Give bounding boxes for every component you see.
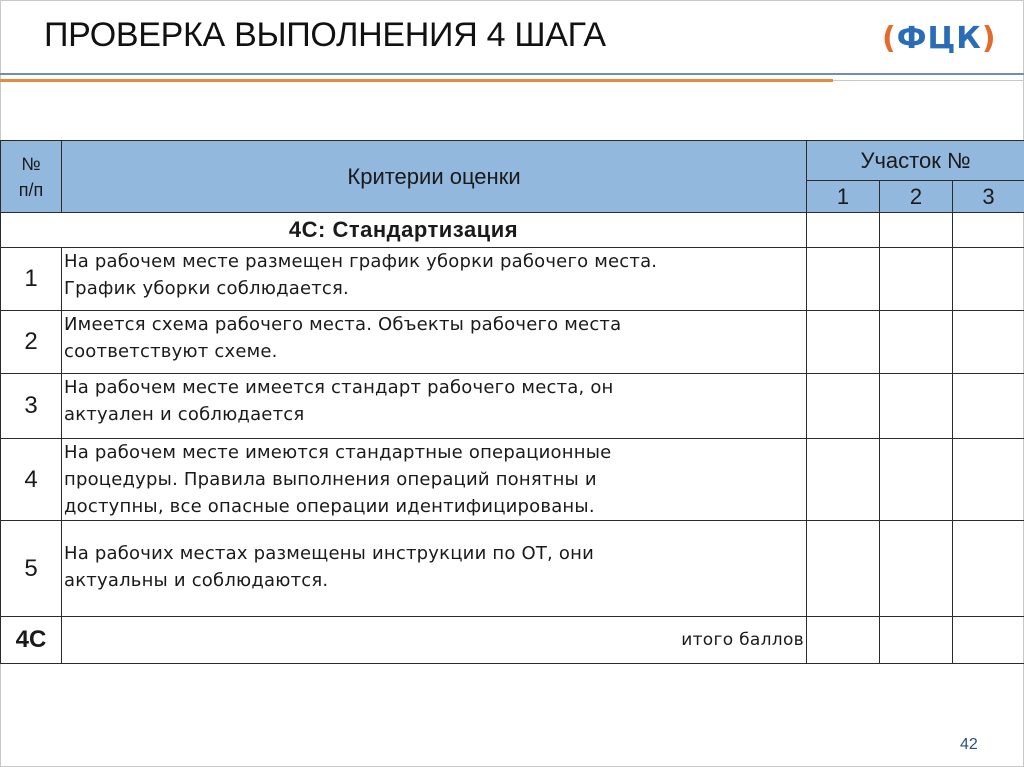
score-cell[interactable] bbox=[953, 248, 1024, 311]
row-criterion bbox=[62, 311, 807, 374]
header-criteria: Критерии оценки bbox=[62, 141, 807, 213]
header-area-1: 1 bbox=[807, 181, 880, 213]
row-criterion bbox=[62, 521, 807, 617]
header-area-3: 3 bbox=[953, 181, 1024, 213]
score-cell[interactable] bbox=[880, 311, 953, 374]
table-row bbox=[1, 311, 1024, 374]
section-score-cell bbox=[807, 213, 880, 248]
score-cell[interactable] bbox=[807, 521, 880, 617]
row-number: 3 bbox=[1, 374, 62, 439]
total-row bbox=[1, 617, 1024, 664]
row-number: 1 bbox=[1, 248, 62, 311]
criterion-line: Имеется схема рабочего места. Объекты рабочего места bbox=[64, 314, 622, 335]
criterion-line: актуальны и соблюдаются. bbox=[64, 570, 329, 591]
header-num-cell bbox=[1, 141, 62, 213]
header-area: Участок № bbox=[807, 141, 1024, 181]
score-cell[interactable] bbox=[953, 374, 1024, 439]
score-cell[interactable] bbox=[953, 439, 1024, 521]
total-score-cell[interactable] bbox=[880, 617, 953, 664]
score-cell[interactable] bbox=[807, 248, 880, 311]
total-score-cell[interactable] bbox=[953, 617, 1024, 664]
table-row bbox=[1, 439, 1024, 521]
criterion-line: На рабочих местах размещены инструкции по ОТ, они bbox=[64, 543, 594, 564]
criterion-line: процедуры. Правила выполнения операций понятны и bbox=[64, 469, 597, 490]
score-cell[interactable] bbox=[807, 311, 880, 374]
page-number: 42 bbox=[960, 736, 978, 753]
row-criterion bbox=[62, 248, 807, 311]
row-number: 2 bbox=[1, 311, 62, 374]
score-cell[interactable] bbox=[880, 374, 953, 439]
logo-left-bracket: ( bbox=[882, 21, 897, 56]
criterion-line: График уборки соблюдается. bbox=[64, 278, 349, 299]
table-row bbox=[1, 248, 1024, 311]
section-score-cell bbox=[880, 213, 953, 248]
score-cell[interactable] bbox=[880, 521, 953, 617]
total-number: 4С bbox=[1, 617, 62, 664]
section-title: 4С: Стандартизация bbox=[1, 213, 807, 248]
score-cell[interactable] bbox=[807, 439, 880, 521]
header-num-line2: п/п bbox=[18, 179, 44, 200]
score-cell[interactable] bbox=[880, 439, 953, 521]
header-area-2: 2 bbox=[880, 181, 953, 213]
score-cell[interactable] bbox=[953, 311, 1024, 374]
score-cell[interactable] bbox=[953, 521, 1024, 617]
total-label: итого баллов bbox=[62, 617, 807, 664]
row-criterion bbox=[62, 439, 807, 521]
row-number: 5 bbox=[1, 521, 62, 617]
logo-letters: ФЦК bbox=[896, 21, 982, 56]
header-rule-blue bbox=[0, 73, 1024, 75]
score-cell[interactable] bbox=[807, 374, 880, 439]
section-row bbox=[1, 213, 1024, 248]
table-row bbox=[1, 374, 1024, 439]
criterion-line: На рабочем месте имеются стандартные операционные bbox=[64, 442, 612, 463]
score-cell[interactable] bbox=[880, 248, 953, 311]
header-num-line1: № bbox=[21, 153, 41, 174]
row-criterion bbox=[62, 374, 807, 439]
table-row bbox=[1, 521, 1024, 617]
fck-logo-icon bbox=[882, 22, 997, 56]
section-score-cell bbox=[953, 213, 1024, 248]
criterion-line: доступны, все опасные операции идентифицированы. bbox=[64, 496, 595, 517]
header-rule-orange bbox=[0, 79, 833, 82]
criterion-line: На рабочем месте размещен график уборки рабочего места. bbox=[64, 251, 658, 272]
table-header-row bbox=[1, 141, 1024, 181]
criterion-line: актуален и соблюдается bbox=[64, 404, 305, 425]
logo-right-bracket: ) bbox=[981, 21, 997, 56]
criterion-line: На рабочем месте имеется стандарт рабочего места, он bbox=[64, 377, 614, 398]
total-score-cell[interactable] bbox=[807, 617, 880, 664]
header-rule-grey bbox=[833, 80, 1024, 81]
criterion-line: соответствуют схеме. bbox=[64, 341, 278, 362]
row-number: 4 bbox=[1, 439, 62, 521]
criteria-table bbox=[0, 140, 1024, 664]
slide-title: ПРОВЕРКА ВЫПОЛНЕНИЯ 4 ШАГА bbox=[44, 16, 606, 54]
